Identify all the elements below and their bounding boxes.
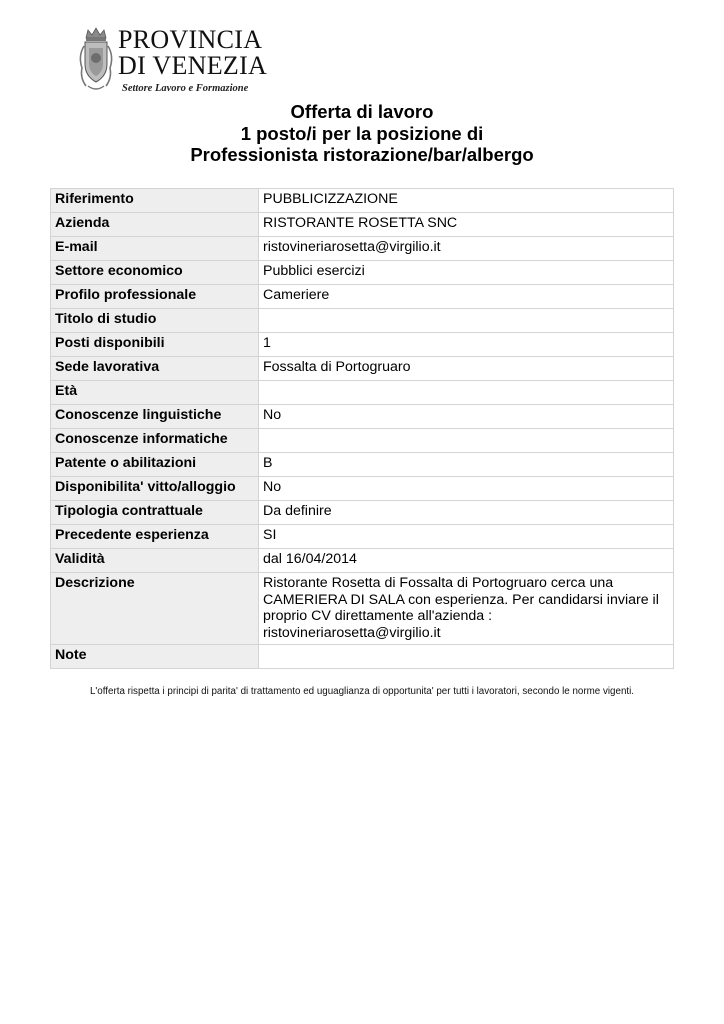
row-label: Azienda [51,213,259,237]
title-line-1: Offerta di lavoro [290,101,434,122]
row-label: Età [51,381,259,405]
table-row [51,381,674,405]
organization-name-line1: PROVINCIA [118,25,263,54]
row-label: Conoscenze informatiche [51,429,259,453]
row-label: Posti disponibili [51,333,259,357]
row-label: Validità [51,549,259,573]
row-value: PUBBLICIZZAZIONE [259,189,674,213]
equal-opportunity-note: L'offerta rispetta i principi di parita' di trattamento ed uguaglianza di opportunita' per tutti i lavoratori, secondo le norme vigenti. [89,686,635,697]
row-label: Sede lavorativa [51,357,259,381]
description-text: Ristorante Rosetta di Fossalta di Portogruaro cerca una CAMERIERA DI SALA con esperienza. Per candidarsi inviare il proprio CV direttamente all'azienda : ristovineriarosetta@virgilio.it [259,573,674,645]
row-value: Da definire [259,501,674,525]
table-row [51,573,674,645]
row-value [259,309,674,333]
row-value: Cameriere [259,285,674,309]
table-row [51,549,674,573]
row-label: Note [51,645,259,669]
table-row [51,333,674,357]
title-line-2: 1 posto/i per la posizione di [240,122,484,144]
row-value: No [259,405,674,429]
table-row [51,405,674,429]
row-value [259,645,674,669]
row-label: Titolo di studio [51,309,259,333]
row-label: Precedente esperienza [51,525,259,549]
table-row [51,501,674,525]
table-row [51,645,674,669]
offer-details-table [50,188,674,669]
table-row [51,429,674,453]
row-label: Descrizione [51,573,259,645]
header-logo [72,18,282,98]
table-row [51,357,674,381]
table-row [51,213,674,237]
row-value: Fossalta di Portogruaro [259,357,674,381]
department-name: Settore Lavoro e Formazione [122,83,249,94]
row-label: Tipologia contrattuale [51,501,259,525]
title-line-3: Professionista ristorazione/bar/albergo [190,144,534,165]
table-row [51,477,674,501]
row-label: Patente o abilitazioni [51,453,259,477]
table-row [51,285,674,309]
table-row [51,237,674,261]
row-value [259,381,674,405]
row-label: Riferimento [51,189,259,213]
row-value: SI [259,525,674,549]
row-value [259,429,674,453]
row-label: Conoscenze linguistiche [51,405,259,429]
table-row [51,309,674,333]
organization-name [118,27,267,79]
email-link[interactable]: ristovineriarosetta@virgilio.it [259,237,674,261]
row-value: 1 [259,333,674,357]
row-label: E-mail [51,237,259,261]
row-value: RISTORANTE ROSETTA SNC [259,213,674,237]
table-row [51,453,674,477]
page-title [0,101,724,166]
organization-name-line2: DI VENEZIA [118,51,268,80]
table-row [51,189,674,213]
row-label: Profilo professionale [51,285,259,309]
coat-of-arms-icon [76,24,116,96]
table-row [51,261,674,285]
row-label: Settore economico [51,261,259,285]
row-value: Pubblici esercizi [259,261,674,285]
row-value: No [259,477,674,501]
table-row [51,525,674,549]
row-value: B [259,453,674,477]
row-value: dal 16/04/2014 [259,549,674,573]
row-label: Disponibilita' vitto/alloggio [51,477,259,501]
